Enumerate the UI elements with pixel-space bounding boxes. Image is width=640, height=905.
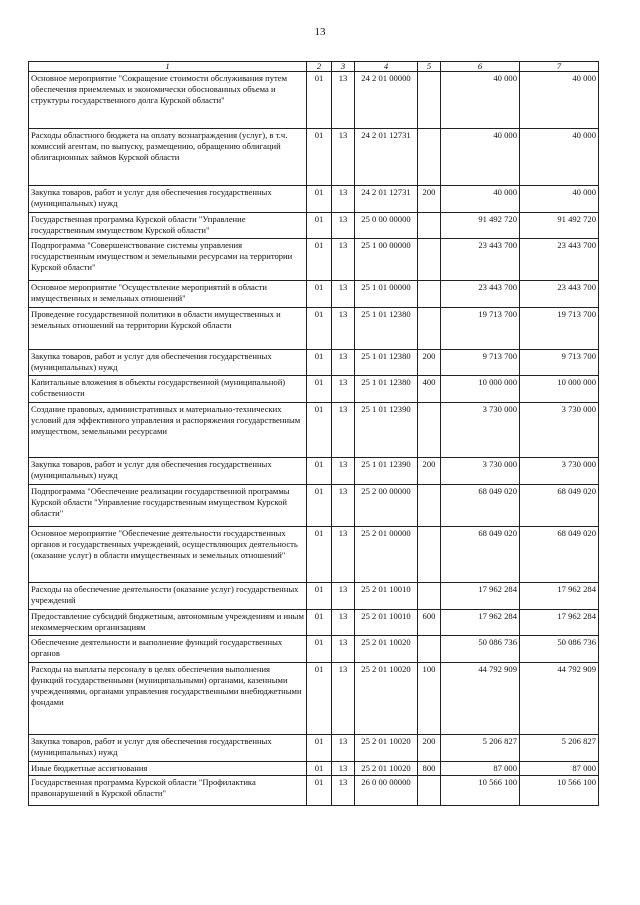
row-amount-2: 40 000 [520,129,599,186]
row-name: Обеспечение деятельности и выполнение функций государственных органов [29,636,307,663]
row-subsection: 13 [332,213,355,239]
row-target-code: 24 2 01 12731 [355,129,418,186]
row-section: 01 [307,583,332,610]
row-target-code: 24 2 01 00000 [355,72,418,129]
row-expense-type: 600 [418,610,441,636]
row-amount-2: 9 713 700 [520,350,599,376]
row-amount-2: 3 730 000 [520,403,599,458]
row-amount-2: 40 000 [520,72,599,129]
row-amount-1: 10 566 100 [441,776,520,806]
row-amount-2: 40 000 [520,186,599,213]
row-section: 01 [307,213,332,239]
row-name: Основное мероприятие "Обеспечение деятельности государственных органов и государственных учреждений, осуществляющих деятельность (оказание услуг) в области имущественных и земельных отношений" [29,527,307,583]
row-amount-2: 68 049 020 [520,527,599,583]
row-target-code: 25 1 01 12390 [355,403,418,458]
table-row [29,776,599,806]
row-name: Расходы на выплаты персоналу в целях обеспечения выполнения функций государственными (муниципальными) органами, казенными учреждениями, органами управления государственными внебюджетными фондами [29,663,307,735]
row-subsection: 13 [332,663,355,735]
row-amount-2: 17 962 284 [520,583,599,610]
row-section: 01 [307,663,332,735]
row-amount-2: 19 713 700 [520,308,599,350]
row-section: 01 [307,485,332,527]
row-name: Закупка товаров, работ и услуг для обеспечения государственных (муниципальных) нужд [29,186,307,213]
row-amount-1: 5 206 827 [441,735,520,762]
row-amount-1: 23 443 700 [441,239,520,281]
col-header-6: 6 [441,62,520,72]
table-row [29,186,599,213]
row-amount-1: 23 443 700 [441,281,520,308]
row-target-code: 25 1 01 12380 [355,308,418,350]
row-amount-2: 5 206 827 [520,735,599,762]
row-expense-type [418,308,441,350]
row-amount-2: 91 492 720 [520,213,599,239]
row-section: 01 [307,735,332,762]
row-expense-type: 200 [418,350,441,376]
row-amount-1: 3 730 000 [441,458,520,485]
row-target-code: 26 0 00 00000 [355,776,418,806]
row-amount-1: 44 792 909 [441,663,520,735]
table-row [29,350,599,376]
table-row [29,610,599,636]
table-row [29,485,599,527]
row-section: 01 [307,376,332,403]
table-row [29,583,599,610]
row-name: Основное мероприятие "Сокращение стоимости обслуживания путем обеспечения приемлемых и экономически обоснованных объема и структуры государственного долга Курской области" [29,72,307,129]
row-target-code: 25 1 01 00000 [355,281,418,308]
row-subsection: 13 [332,129,355,186]
row-expense-type [418,527,441,583]
row-amount-2: 68 049 020 [520,485,599,527]
row-name: Предоставление субсидий бюджетным, автономным учреждениям и иным некоммерческим организациям [29,610,307,636]
table-row [29,72,599,129]
row-subsection: 13 [332,281,355,308]
table-row [29,308,599,350]
row-amount-2: 44 792 909 [520,663,599,735]
row-subsection: 13 [332,636,355,663]
row-target-code: 25 2 01 10020 [355,636,418,663]
row-section: 01 [307,239,332,281]
row-name: Расходы областного бюджета на оплату вознаграждения (услуг), в т.ч. комиссий агентам, по выпуску, размещению, обращению облигаций облигационных займов Курской области [29,129,307,186]
row-expense-type [418,213,441,239]
row-section: 01 [307,762,332,776]
row-name: Государственная программа Курской области "Профилактика правонарушений в Курской области" [29,776,307,806]
row-section: 01 [307,186,332,213]
table-row [29,281,599,308]
row-amount-1: 50 086 736 [441,636,520,663]
col-header-3: 3 [332,62,355,72]
row-target-code: 25 2 00 00000 [355,485,418,527]
col-header-1: 1 [29,62,307,72]
row-name: Закупка товаров, работ и услуг для обеспечения государственных (муниципальных) нужд [29,458,307,485]
row-subsection: 13 [332,376,355,403]
row-name: Иные бюджетные ассигнования [29,762,307,776]
row-name: Подпрограмма "Обеспечение реализации государственной программы Курской области "Управление государственным имуществом Курской области" [29,485,307,527]
row-subsection: 13 [332,239,355,281]
row-section: 01 [307,776,332,806]
row-expense-type [418,776,441,806]
row-section: 01 [307,129,332,186]
row-expense-type [418,636,441,663]
row-expense-type [418,239,441,281]
row-section: 01 [307,527,332,583]
row-expense-type [418,403,441,458]
row-expense-type: 800 [418,762,441,776]
row-target-code: 25 2 01 10020 [355,735,418,762]
row-amount-1: 68 049 020 [441,485,520,527]
col-header-2: 2 [307,62,332,72]
row-amount-1: 9 713 700 [441,350,520,376]
row-name: Закупка товаров, работ и услуг для обеспечения государственных (муниципальных) нужд [29,735,307,762]
page-number: 13 [314,26,326,38]
row-name: Создание правовых, административных и материально-технических условий для эффективного управления и распоряжения государственным имуществом, земельными ресурсами [29,403,307,458]
table-row [29,527,599,583]
row-name: Закупка товаров, работ и услуг для обеспечения государственных (муниципальных) нужд [29,350,307,376]
row-name: Проведение государственной политики в области имущественных и земельных отношений на территории Курской области [29,308,307,350]
row-amount-1: 17 962 284 [441,583,520,610]
row-subsection: 13 [332,762,355,776]
row-name: Расходы на обеспечение деятельности (оказание услуг) государственных учреждений [29,583,307,610]
row-amount-1: 19 713 700 [441,308,520,350]
table-row [29,129,599,186]
table-row [29,403,599,458]
table-row [29,213,599,239]
row-amount-1: 10 000 000 [441,376,520,403]
row-section: 01 [307,308,332,350]
table-row [29,239,599,281]
table-row [29,458,599,485]
row-amount-2: 23 443 700 [520,239,599,281]
row-amount-1: 17 962 284 [441,610,520,636]
table-row [29,762,599,776]
row-expense-type: 100 [418,663,441,735]
row-expense-type: 200 [418,186,441,213]
row-target-code: 25 1 00 00000 [355,239,418,281]
row-target-code: 25 2 01 10010 [355,610,418,636]
table-row [29,376,599,403]
row-name: Подпрограмма "Совершенствование системы управления государственным имуществом и земельными ресурсами на территории Курской области" [29,239,307,281]
row-section: 01 [307,636,332,663]
row-target-code: 25 1 01 12380 [355,350,418,376]
row-section: 01 [307,458,332,485]
row-subsection: 13 [332,186,355,213]
row-subsection: 13 [332,583,355,610]
col-header-7: 7 [520,62,599,72]
row-amount-1: 40 000 [441,186,520,213]
row-target-code: 25 1 01 12380 [355,376,418,403]
row-amount-2: 10 566 100 [520,776,599,806]
row-amount-2: 3 730 000 [520,458,599,485]
row-amount-1: 68 049 020 [441,527,520,583]
col-header-4: 4 [355,62,418,72]
row-expense-type: 400 [418,376,441,403]
row-amount-1: 3 730 000 [441,403,520,458]
row-target-code: 25 2 01 10020 [355,663,418,735]
row-amount-2: 23 443 700 [520,281,599,308]
row-subsection: 13 [332,350,355,376]
row-expense-type [418,129,441,186]
row-subsection: 13 [332,776,355,806]
row-expense-type: 200 [418,458,441,485]
row-name: Государственная программа Курской области "Управление государственным имуществом Курской области" [29,213,307,239]
row-section: 01 [307,72,332,129]
row-section: 01 [307,281,332,308]
row-amount-1: 87 000 [441,762,520,776]
row-target-code: 25 2 01 10010 [355,583,418,610]
row-name: Капитальные вложения в объекты государственной (муниципальной) собственности [29,376,307,403]
row-expense-type [418,485,441,527]
row-expense-type [418,583,441,610]
row-subsection: 13 [332,72,355,129]
table-row [29,663,599,735]
row-expense-type [418,72,441,129]
row-expense-type: 200 [418,735,441,762]
budget-table [28,61,599,806]
row-section: 01 [307,610,332,636]
col-header-5: 5 [418,62,441,72]
row-subsection: 13 [332,458,355,485]
row-amount-1: 91 492 720 [441,213,520,239]
table-row [29,735,599,762]
row-target-code: 25 1 01 12390 [355,458,418,485]
row-section: 01 [307,350,332,376]
row-subsection: 13 [332,403,355,458]
row-section: 01 [307,403,332,458]
table-row [29,636,599,663]
row-expense-type [418,281,441,308]
row-amount-1: 40 000 [441,72,520,129]
row-subsection: 13 [332,735,355,762]
row-amount-2: 87 000 [520,762,599,776]
row-name: Основное мероприятие "Осуществление мероприятий в области имущественных и земельных отношений" [29,281,307,308]
row-amount-2: 17 962 284 [520,610,599,636]
row-subsection: 13 [332,610,355,636]
row-amount-1: 40 000 [441,129,520,186]
row-subsection: 13 [332,308,355,350]
row-target-code: 25 2 01 00000 [355,527,418,583]
row-amount-2: 50 086 736 [520,636,599,663]
header-row [29,62,599,72]
row-target-code: 25 2 01 10020 [355,762,418,776]
row-target-code: 24 2 01 12731 [355,186,418,213]
row-amount-2: 10 000 000 [520,376,599,403]
row-subsection: 13 [332,485,355,527]
row-subsection: 13 [332,527,355,583]
row-target-code: 25 0 00 00000 [355,213,418,239]
